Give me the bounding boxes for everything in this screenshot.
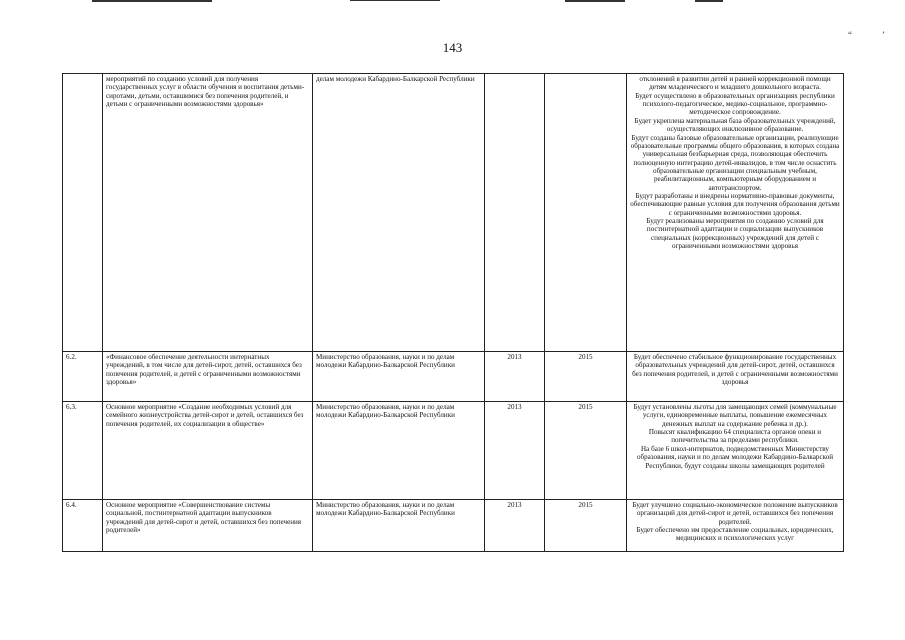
measure-cell: Основное мероприятие «Совершенствование системы социальной, постинтернатной адаптации выпускников учреждений для детей-сирот и детей, оставшихся без попечения родителей» bbox=[103, 500, 313, 552]
result-paragraph: Будут разработаны и внедрены нормативно-правовые документы, обеспечивающие равные условия для получения образования детьми с ограниченными возможностями здоровья. bbox=[630, 192, 840, 217]
result-paragraph: Будут созданы базовые образовательные организации, реализующие образовательные программы общего образования, в которых создана универсальная безбарьерная среда, позволяющая обеспечить полноценную интеграцию детей-инвалидов, в том числе оснастить образовательные организации специальным учебным, реабилитационным, компьютерным оборудованием и автотранспортом. bbox=[630, 133, 840, 192]
result-paragraph: На базе 6 школ-интернатов, подведомственных Министерству образования, науки и по делам молодежи Кабардино-Балкарской Республики, будут созданы школы замещающих родителей bbox=[636, 444, 834, 470]
result-paragraph: отклонений в развитии детей и ранней коррекционной помощи детям младенческого и младшего дошкольного возраста. bbox=[639, 75, 831, 92]
executor-cell: Министерство образования, науки и по делам молодежи Кабардино-Балкарской Республики bbox=[313, 402, 485, 500]
executor-cell: Министерство образования, науки и по делам молодежи Кабардино-Балкарской Республики bbox=[313, 352, 485, 402]
result-paragraph: Будет осуществлено в образовательных организациях республики психолого-педагогическое, медико-социальное, программно-методическое сопровождение. bbox=[635, 91, 835, 117]
result-paragraph: Будет обеспечено им предоставление социальных, юридических, медицинских и психологических услуг bbox=[636, 526, 834, 543]
measure-cell: мероприятий по созданию условий для получения государственных услуг в области обучения и воспитания детьми-сиротами, детьми, оставшимися без попечения родителей, и детьми с ограниченными возможностями здоровья» bbox=[103, 74, 313, 352]
row-number: 6.3. bbox=[63, 402, 103, 500]
result-paragraph: Повысят квалификацию 64 специалиста органов опеки и попечительства за пределами республики. bbox=[648, 428, 822, 445]
table-row bbox=[63, 402, 844, 500]
end-year-cell: 2015 bbox=[545, 352, 627, 402]
end-year-cell bbox=[545, 74, 627, 352]
scan-top-mark bbox=[565, 0, 625, 2]
result-paragraph: Будет обеспечено стабильное функционирование государственных образовательных учреждений для детей-сирот, детей, оставшихся без попечения родителей, и детей с ограниченными возможностями здоровья bbox=[632, 353, 838, 387]
result-cell bbox=[627, 74, 844, 352]
end-year-cell: 2015 bbox=[545, 402, 627, 500]
scan-mark: “ bbox=[848, 30, 852, 40]
scan-top-mark bbox=[92, 0, 212, 2]
page-number: 143 bbox=[442, 40, 463, 55]
start-year-cell: 2013 bbox=[485, 500, 545, 552]
row-number: 6.4. bbox=[63, 500, 103, 552]
result-paragraph: Будут реализованы мероприятия по созданию условий для постинтернатной адаптации и социализации выпускников специальных (коррекционных) учреждений для детей с ограниченными возможностями здоровья bbox=[646, 217, 824, 251]
scan-top-mark bbox=[695, 0, 723, 2]
measure-cell: Основное мероприятие «Создание необходимых условий для семейного жизнеустройства детей-сирот и детей, оставшихся без попечения родителей, их социализации в обществе» bbox=[103, 402, 313, 500]
result-paragraph: Будет улучшено социально-экономическое положение выпускников организаций для детей-сирот и детей, оставшихся без попечения родителей. bbox=[632, 501, 838, 526]
executor-cell: делам молодежи Кабардино-Балкарской Республики bbox=[313, 74, 485, 352]
result-cell bbox=[627, 352, 844, 402]
scan-top-mark bbox=[350, 0, 440, 1]
end-year-cell: 2015 bbox=[545, 500, 627, 552]
scan-mark: ’ bbox=[882, 30, 885, 40]
executor-cell: Министерство образования, науки и по делам молодежи Кабардино-Балкарской Республики bbox=[313, 500, 485, 552]
start-year-cell: 2013 bbox=[485, 352, 545, 402]
row-number bbox=[63, 74, 103, 352]
result-paragraph: Будет укреплена материальная база образовательных учреждений, осуществляющих инклюзивное образование. bbox=[634, 116, 836, 134]
table-row bbox=[63, 352, 844, 402]
program-table bbox=[62, 73, 844, 552]
result-cell bbox=[627, 500, 844, 552]
result-paragraph: Будут установлены льготы для замещающих семей (коммунальные услуги, единовременные выплаты, повышение ежемесячных денежных выплат на содержание ребенка и др.). bbox=[633, 403, 837, 428]
measure-cell: «Финансовое обеспечение деятельности интернатных учреждений, в том числе для детей-сирот, детей, оставшихся без попечения родителей, и детей с ограниченными возможностями здоровья» bbox=[103, 352, 313, 402]
result-cell bbox=[627, 402, 844, 500]
row-number: 6.2. bbox=[63, 352, 103, 402]
start-year-cell bbox=[485, 74, 545, 352]
table-row bbox=[63, 74, 844, 352]
table-row bbox=[63, 500, 844, 552]
start-year-cell: 2013 bbox=[485, 402, 545, 500]
